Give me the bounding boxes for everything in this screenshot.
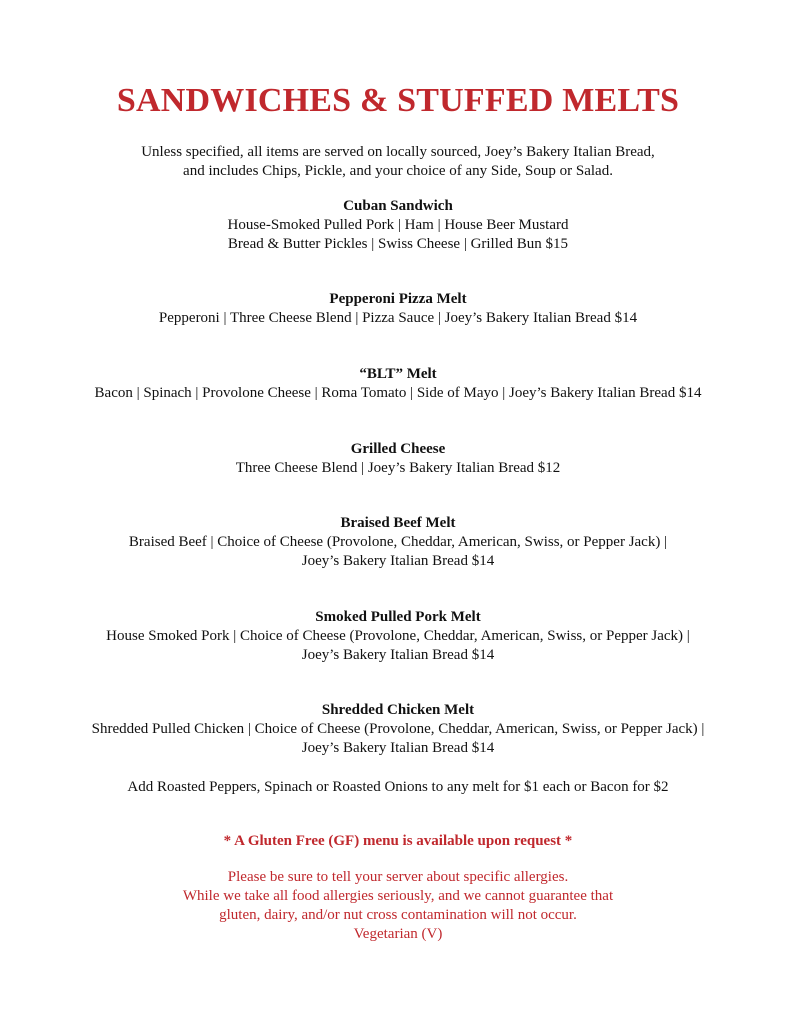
description-line: Bread & Butter Pickles | Swiss Cheese | Grilled Bun $15 bbox=[227, 236, 569, 252]
description-line: Braised Beef | Choice of Cheese (Provolone, Cheddar, American, Swiss, or Pepper Jack) | bbox=[128, 534, 668, 550]
menu-item-name: Cuban Sandwich bbox=[343, 198, 453, 214]
menu-item-grilled-cheese bbox=[0, 440, 796, 478]
intro-line: and includes Chips, Pickle, and your choice of any Side, Soup or Salad. bbox=[183, 163, 613, 179]
allergy-line: While we take all food allergies seriously, and we cannot guarantee that bbox=[182, 888, 614, 904]
description-line: House Smoked Pork | Choice of Cheese (Provolone, Cheddar, American, Swiss, or Pepper Jack) | bbox=[106, 628, 690, 644]
page-title: SANDWICHES & STUFFED MELTS bbox=[116, 82, 680, 119]
menu-item-name: Grilled Cheese bbox=[350, 441, 446, 457]
description-line: Joey’s Bakery Italian Bread $14 bbox=[301, 740, 495, 756]
description-line: Pepperoni | Three Cheese Blend | Pizza Sauce | Joey’s Bakery Italian Bread $14 bbox=[158, 310, 638, 326]
menu-item-description bbox=[0, 216, 796, 254]
intro-text bbox=[0, 143, 796, 181]
menu-item-description bbox=[0, 309, 796, 328]
vegetarian-legend: Vegetarian (V) bbox=[353, 926, 443, 942]
menu-item-name: Shredded Chicken Melt bbox=[321, 702, 475, 718]
menu-item-description bbox=[0, 627, 796, 665]
menu-item-cuban-sandwich bbox=[0, 197, 796, 254]
description-line: Shredded Pulled Chicken | Choice of Cheese (Provolone, Cheddar, American, Swiss, or Pepper Jack) | bbox=[91, 721, 705, 737]
description-line: Joey’s Bakery Italian Bread $14 bbox=[301, 647, 495, 663]
menu-item-braised-beef-melt bbox=[0, 514, 796, 571]
description-line: Three Cheese Blend | Joey’s Bakery Italian Bread $12 bbox=[235, 460, 561, 476]
addon-note: Add Roasted Peppers, Spinach or Roasted Onions to any melt for $1 each or Bacon for $2 bbox=[127, 779, 669, 795]
menu-item-description bbox=[0, 533, 796, 571]
menu-item-name: Pepperoni Pizza Melt bbox=[329, 291, 467, 307]
menu-item-description bbox=[0, 459, 796, 478]
menu-item-description bbox=[0, 720, 796, 758]
menu-item-name: “BLT” Melt bbox=[359, 366, 437, 382]
menu-item-smoked-pulled-pork-melt bbox=[0, 608, 796, 665]
description-line: Bacon | Spinach | Provolone Cheese | Roma Tomato | Side of Mayo | Joey’s Bakery Italian Bread $14 bbox=[94, 385, 702, 401]
menu-item-pepperoni-pizza-melt bbox=[0, 290, 796, 328]
menu-item-shredded-chicken-melt bbox=[0, 701, 796, 758]
menu-item-name: Smoked Pulled Pork Melt bbox=[315, 609, 481, 625]
allergy-notice bbox=[0, 868, 796, 944]
gluten-free-note: * A Gluten Free (GF) menu is available upon request * bbox=[223, 833, 573, 849]
description-line: House-Smoked Pulled Pork | Ham | House Beer Mustard bbox=[227, 217, 569, 233]
menu-item-blt-melt bbox=[0, 365, 796, 403]
allergy-line: gluten, dairy, and/or nut cross contamination will not occur. bbox=[219, 907, 577, 923]
menu-item-name: Braised Beef Melt bbox=[340, 515, 456, 531]
allergy-line: Please be sure to tell your server about specific allergies. bbox=[227, 869, 569, 885]
description-line: Joey’s Bakery Italian Bread $14 bbox=[301, 553, 495, 569]
menu-item-description bbox=[0, 384, 796, 403]
intro-line: Unless specified, all items are served on locally sourced, Joey’s Bakery Italian Bread, bbox=[141, 144, 655, 160]
